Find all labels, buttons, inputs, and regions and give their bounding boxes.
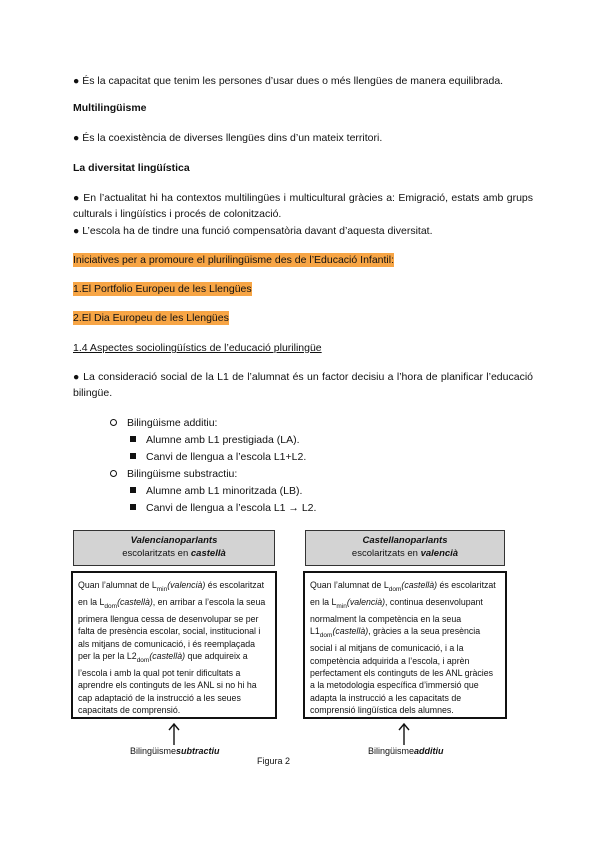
list-item-subtractive-label: Bilingüisme substractiu: xyxy=(127,468,238,480)
figure-right-header-title: Castellanoparlants xyxy=(362,535,448,546)
list-subitem-additive-1 xyxy=(130,432,300,449)
list-subitem-additive-2 xyxy=(130,449,306,466)
paragraph-contexts: ● En l’actualitat hi ha contextos multilingües i multicultural gràcies a: Emigració, estats amb grups culturals i lingüístics i procés de colonització. xyxy=(73,192,533,220)
list-subitem-subtractive-1-label: Alumne amb L1 minoritzada (LB). xyxy=(146,485,303,497)
figure-left-header xyxy=(73,530,275,566)
circle-bullet-icon xyxy=(110,419,117,426)
list-subitem-additive-1-label: Alumne amb L1 prestigiada (LA). xyxy=(146,434,300,446)
square-bullet-icon xyxy=(130,504,136,510)
figure-left-header-subtitle: escolaritzats en castellà xyxy=(122,548,226,559)
figure-right-header xyxy=(305,530,505,566)
list-item-subtractive xyxy=(110,466,237,483)
highlight-european-day-text: 2.El Dia Europeu de les Llengües xyxy=(73,312,229,324)
figure-caption: Figura 2 xyxy=(257,756,291,766)
heading-linguistic-diversity: La diversitat lingüística xyxy=(73,162,190,174)
heading-multilingualism: Multilingüisme xyxy=(73,102,147,114)
list-subitem-subtractive-2 xyxy=(130,500,316,517)
highlight-initiatives xyxy=(73,252,533,268)
circle-bullet-icon xyxy=(110,470,117,477)
list-item-additive xyxy=(110,415,217,432)
list-subitem-additive-2-label: Canvi de llengua a l’escola L1+L2. xyxy=(146,451,307,463)
list-item-additive-label: Bilingüisme additiu: xyxy=(127,417,218,429)
figure-right-header-subtitle: escolaritzats en valencià xyxy=(351,548,459,559)
highlight-european-day xyxy=(73,310,533,326)
up-arrow-icon xyxy=(166,722,182,746)
square-bullet-icon xyxy=(130,487,136,493)
highlight-portfolio xyxy=(73,281,533,297)
figure-left-textbox: Quan l’alumnat de $L_{min}(valencià)$ és escolaritzat en la $L_{dom}(castellà)$, en arribar a l’escola la seua primera llengua cessa de desenvolupar se per falta de presència escolar, social, institucional i als mitjans de comunicació, i és reemplaçada per la per la $L2_{dom}(castellà)$ que adquireix a l’escola i amb la qual pot tenir dificultats a aprendre els continguts de les ANL si no hi ha cap adaptació de la instrucció a les seues capacitats de comprensió. xyxy=(71,571,277,719)
paragraph-bilingualism-definition: ● És la capacitat que tenim les persones d’usar dues o més llengües de manera equilibrada. xyxy=(73,75,504,87)
figure-right-textbox: Quan l’alumnat de $L_{dom}(castellà)$ és escolaritzat en la $L_{min}(valencià)$, continua desenvolupant normalment la competència en la seua $L1_{dom}(castellà)$, gràcies a la seua presència social i al mitjans de comunicació, i a la competència adquirida a l’escola, i aprèn perfectament els continguts de les ANL gràcies a la metodologia específica d’immersió que adapta la instrucció a les capacitats de comprensió lingüística dels alumnes. xyxy=(303,571,507,719)
square-bullet-icon xyxy=(130,436,136,442)
paragraph-school-role: ● L’escola ha de tindre una funció compensatòria davant d’aquesta diversitat. xyxy=(73,225,433,237)
figure-left-header-title: Valencianoparlants xyxy=(130,535,218,546)
highlight-initiatives-text: Iniciatives per a promoure el plurilingüisme des de l’Educació Infantil: xyxy=(73,254,394,266)
label-additive: Bilingüismeadditiu xyxy=(368,746,444,756)
up-arrow-icon xyxy=(396,722,412,746)
paragraph-multilingualism-definition: ● És la coexistència de diverses llengües dins d’un mateix territori. xyxy=(73,132,383,144)
highlight-portfolio-text: 1.El Portfolio Europeu de les Llengües xyxy=(73,283,252,295)
label-subtractive: Bilingüismesubtractiu xyxy=(130,746,220,756)
paragraph-social-consideration: ● La consideració social de la L1 de l’alumnat és un factor decisiu a l’hora de planificar l’educació bilingüe. xyxy=(73,371,533,399)
list-subitem-subtractive-2-label: Canvi de llengua a l’escola L1 → L2. xyxy=(146,502,317,514)
list-subitem-subtractive-1 xyxy=(130,483,302,500)
square-bullet-icon xyxy=(130,453,136,459)
section-heading-sociolinguistic: 1.4 Aspectes sociolingüístics de l’educació plurilingüe xyxy=(73,342,322,354)
